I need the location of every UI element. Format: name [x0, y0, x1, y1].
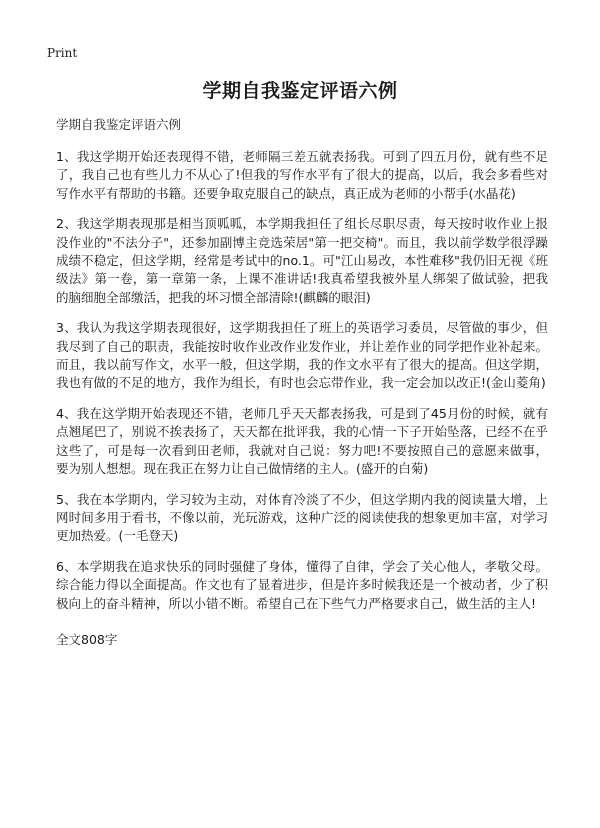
document-body	[56, 116, 548, 661]
evaluation-paragraph-1: 1、我这学期开始还表现得不错，老师隔三差五就表扬我。可到了四五月份，就有些不足了，我自己也有些儿力不从心了!但我的写作水平有了很大的提高，以后，我会多看些对写作水平有帮助的书籍。还要争取克服自己的缺点，真正成为老师的小帮手(水晶花)	[56, 149, 548, 201]
page-title: 学期自我鉴定评语六例	[202, 80, 398, 102]
evaluation-paragraph-6: 6、本学期我在追求快乐的同时强健了身体，懂得了自律，学会了关心他人，孝敬父母。综合能力得以全面提高。作文也有了显着进步，但是许多时候我还是一个被动者，少了积极向上的奋斗精神，所以小错不断。希望自己在下些气力严格要求自己，做生活的主人!	[56, 558, 548, 611]
evaluation-paragraph-2: 2、我这学期表现那是相当顶呱呱，本学期我担任了组长尽职尽责，每天按时收作业上报没作业的"不法分子"，还参加副博主竞选荣居"第一把交椅"。而且，我以前学数学很浮躁成绩不稳定，但这学期，经常是考试中的no.1。可"江山易改，本性难移"我仍旧无视《班级法》第一卷，第一章第一条，上课不准讲话!我真希望我被外星人绑架了做试验，把我的脑细胞全部缴活，把我的坏习惯全部清除!(麒麟的眼泪)	[56, 216, 548, 305]
document-subtitle: 学期自我鉴定评语六例	[56, 117, 182, 132]
evaluation-paragraph-4: 4、我在这学期开始表现还不错，老师几乎天天都表扬我，可是到了45月份的时候，就有点翘尾巴了，别说不挨表扬了，天天都在批评我，我的心情一下子开始坠落，已经不在乎这些了，可是每一次看到田老师，我就对自己说：努力吧!不要按照自己的意愿来做事，要为别人想想。现在我正在努力让自己做情绪的主人。(盛开的白菊)	[56, 405, 548, 477]
evaluation-paragraph-5: 5、我在本学期内，学习较为主动，对体育冷淡了不少，但这学期内我的阅读量大增，上网时间多用于看书，不像以前，光玩游戏，这种广泛的阅读使我的想象更加丰富，对学习更加热爱。(一毛登天)	[56, 491, 548, 544]
word-count: 全文808字	[56, 631, 118, 647]
print-link[interactable]: Print	[47, 46, 78, 60]
evaluation-paragraph-3: 3、我认为我这学期表现很好，这学期我担任了班上的英语学习委员，尽管做的事少，但我尽到了自己的职责，我能按时收作业改作业发作业，并让差作业的同学把作业补起来。而且，我以前写作文，水平一般，但这学期，我的作文水平有了很大的提高。但这学期，我也有做的不足的地方，我作为组长，有时也会忘带作业，我一定会加以改正!(金山菱角)	[56, 320, 548, 391]
